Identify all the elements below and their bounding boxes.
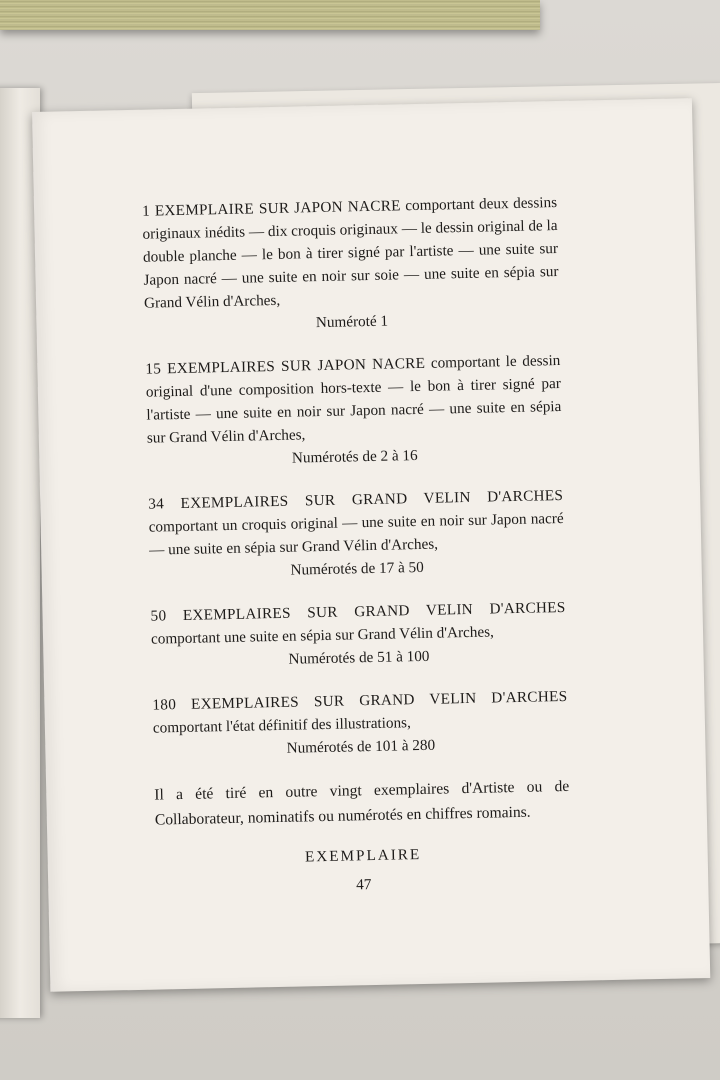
- edition-heading: 50 EXEMPLAIRES SUR GRAND VELIN D'ARCHES: [150, 598, 566, 625]
- edition-description: comportant deux dessins originaux inédits — dix croquis originaux — le dessin original de la double planche — le bon à tirer signé par l'artiste — une suite sur Japon nacré — une suite en noir sur soie — une suite en sépia sur Grand Vélin d'Arches,: [142, 194, 559, 312]
- edition-description: comportant un croquis original — une suite en noir sur Japon nacré — une suite en sépia sur Grand Vélin d'Arches,: [148, 509, 564, 559]
- colophon-page: [32, 98, 710, 992]
- edition-heading: 180 EXEMPLAIRES SUR GRAND VELIN D'ARCHES: [152, 687, 568, 714]
- edition-description: comportant le dessin original d'une composition hors-texte — le bon à tirer signé par l'artiste — une suite en noir sur Japon nacré — une suite en sépia sur Grand Vélin d'Arches,: [145, 351, 562, 447]
- edition-heading: 34 EXEMPLAIRES SUR GRAND VELIN D'ARCHES: [148, 486, 564, 513]
- edition-numbering: Numéroté 1: [315, 312, 389, 332]
- additional-copies-note: Il a été tiré en outre vingt exemplaires d'Artiste ou de Collaborateur, nominatifs ou numérotés en chiffres romains.: [154, 777, 570, 829]
- edition-numbering: Numérotés de 2 à 16: [291, 447, 418, 467]
- edition-entry: [145, 349, 562, 473]
- edition-description: comportant une suite en sépia sur Grand Vélin d'Arches,: [150, 623, 494, 648]
- copy-number: 47: [355, 876, 372, 894]
- edition-numbering: Numérotés de 101 à 280: [286, 736, 436, 757]
- edition-heading: 1 EXEMPLAIRE SUR JAPON NACRE: [141, 197, 401, 220]
- edition-description: comportant l'état définitif des illustrations,: [152, 714, 411, 737]
- edition-heading: 15 EXEMPLAIRES SUR JAPON NACRE: [145, 354, 426, 378]
- edition-entry: [142, 191, 560, 338]
- edition-entry: [148, 484, 565, 585]
- edition-numbering: Numérotés de 17 à 50: [290, 558, 424, 579]
- colophon-text: [142, 191, 572, 901]
- edition-entry: [150, 596, 566, 674]
- book-cover-strip: [0, 0, 540, 30]
- copy-label: EXEMPLAIRE: [304, 846, 422, 866]
- edition-numbering: Numérotés de 51 à 100: [288, 647, 430, 668]
- edition-entry: [152, 685, 568, 763]
